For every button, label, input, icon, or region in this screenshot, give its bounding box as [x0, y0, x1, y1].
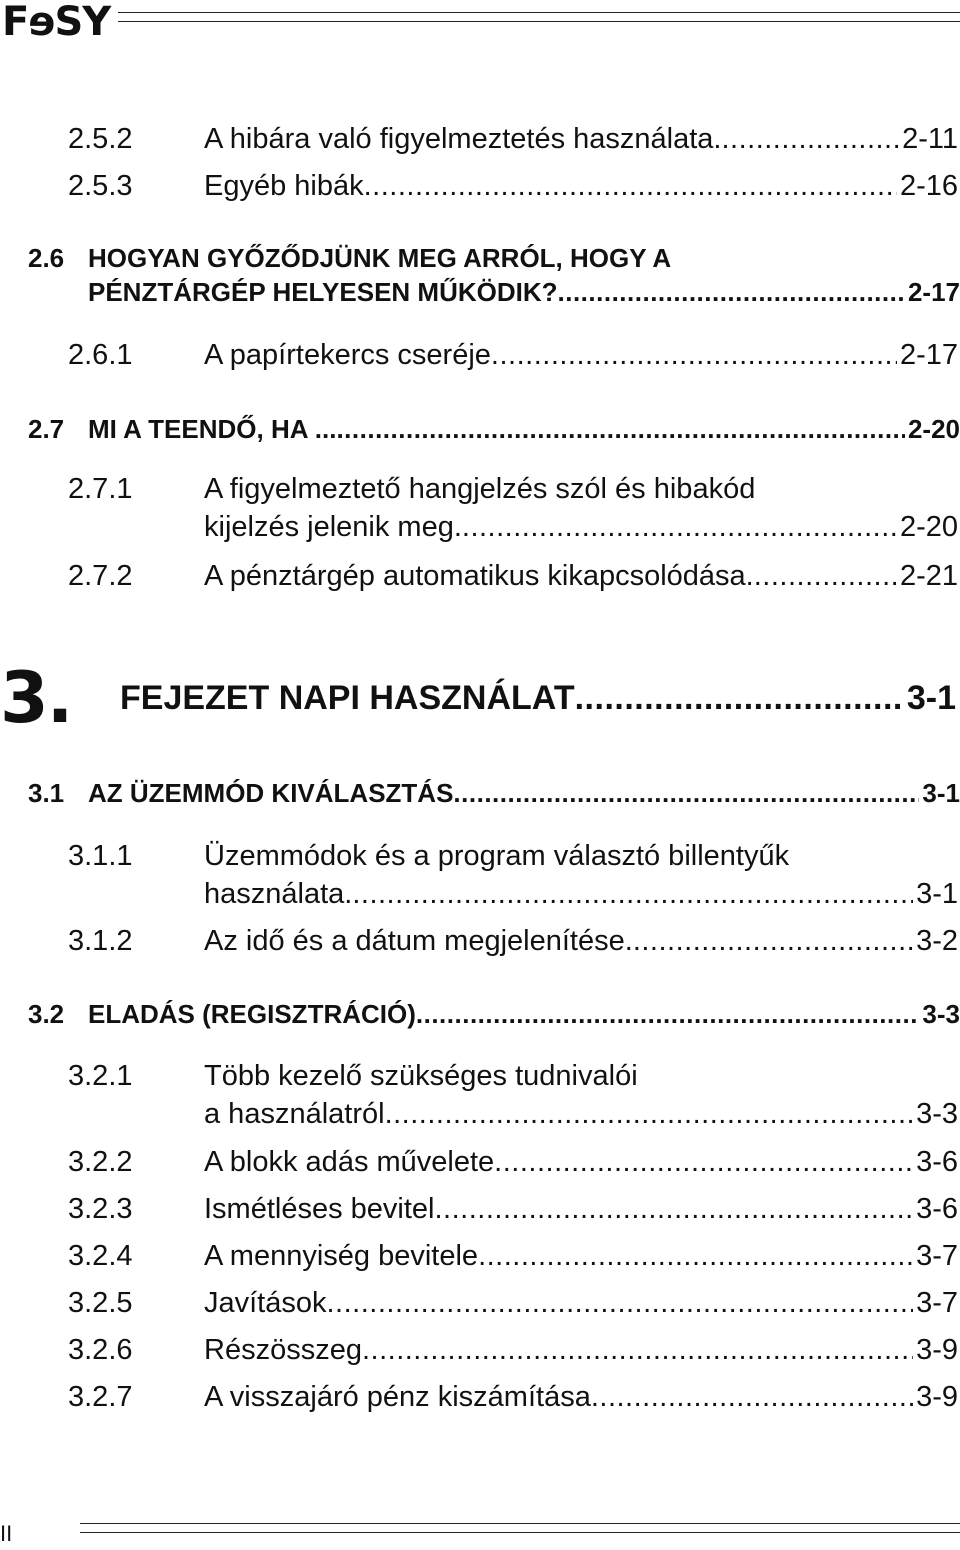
- toc-entry-number: 3.2.1: [68, 1060, 133, 1092]
- toc-chapter-title: FEJEZET NAPI HASZNÁLAT: [120, 679, 575, 717]
- toc-section-page: 3-3: [922, 999, 960, 1029]
- toc-entry-page: 2-16: [899, 170, 958, 202]
- toc-entry-page: 3-7: [916, 1240, 958, 1272]
- leader-dots: [558, 275, 905, 309]
- toc-section-number: 2.7: [28, 414, 65, 444]
- leader-dots: [478, 1237, 913, 1275]
- page-number: II: [0, 1521, 13, 1546]
- leader-dots: [633, 922, 913, 960]
- toc-section-page: 3-1: [922, 778, 960, 808]
- toc-entry-number: 2.7.1: [68, 473, 133, 505]
- toc-entry-page: 3-9: [916, 1334, 958, 1366]
- brand-logo: FɘSY: [2, 0, 111, 45]
- toc-entry-title: Egyéb hibák: [204, 170, 364, 202]
- toc-entry-title-line1: Több kezelő szükséges tudnivalói: [204, 1060, 638, 1092]
- leader-dots: [364, 167, 897, 205]
- toc-entry-title-line1: A figyelmeztető hangjelzés szól és hibakód: [204, 473, 756, 505]
- toc-entry-title-line2: használata.: [204, 878, 353, 910]
- toc-entry-title: A pénztárgép automatikus kikapcsolódása.: [204, 560, 754, 592]
- toc-section-title: AZ ÜZEMMÓD KIVÁLASZTÁS: [88, 778, 454, 808]
- toc-section-title: MI A TEENDŐ, HA ...: [88, 414, 337, 444]
- leader-dots: [721, 120, 899, 158]
- leader-dots: [575, 676, 904, 720]
- toc-entry-title: A mennyiség bevitele: [204, 1240, 479, 1272]
- toc-entry-title: A papírtekercs cseréje: [204, 339, 491, 371]
- toc-entry-number: 2.6.1: [68, 339, 133, 371]
- header-double-rule: [118, 12, 960, 22]
- toc-entry-page: 3-3: [916, 1098, 958, 1130]
- leader-dots: [494, 1143, 913, 1181]
- toc-entry-number: 2.7.2: [68, 560, 133, 592]
- toc-entry-page: 2-11: [902, 123, 958, 155]
- toc-entry-page: 3-6: [916, 1146, 958, 1178]
- toc-section-title-line2: PÉNZTÁRGÉP HELYESEN MŰKÖDIK?: [88, 277, 558, 307]
- leader-dots: [352, 875, 913, 913]
- leader-dots: [754, 557, 897, 595]
- toc-entry-number: 3.2.4: [68, 1240, 133, 1272]
- leader-dots: [362, 1331, 913, 1369]
- leader-dots: [491, 336, 897, 374]
- toc-entry-title: Részösszeg: [204, 1334, 362, 1366]
- toc-entry-number: 2.5.3: [68, 170, 133, 202]
- toc-entry-title: Ismétléses bevitel: [204, 1193, 435, 1225]
- toc-section-number: 3.2: [28, 999, 65, 1029]
- toc-section-number: 2.6: [28, 243, 65, 273]
- toc-entry-number: 3.2.2: [68, 1146, 133, 1178]
- toc-entry-number: 3.2.7: [68, 1381, 133, 1413]
- leader-dots: [462, 508, 897, 546]
- toc-entry-title-line1: Üzemmódok és a program választó billentyűk: [204, 840, 790, 872]
- toc-entry-page: 3-1: [916, 878, 958, 910]
- leader-dots: [435, 1190, 914, 1228]
- toc-section-page: 2-20: [907, 414, 960, 444]
- leader-dots: [416, 997, 920, 1031]
- toc-entry-page: 2-20: [899, 511, 958, 543]
- toc-entry-page: 3-2: [916, 925, 958, 957]
- toc-entry-title-line2: a használatról: [204, 1098, 385, 1130]
- toc-entry-page: 3-7: [916, 1287, 958, 1319]
- toc-entry-title-line2: kijelzés jelenik meg.: [204, 511, 462, 543]
- toc-section-number: 3.1: [28, 778, 65, 808]
- toc-entry-number: 3.1.1: [68, 840, 133, 872]
- toc-entry-title: A visszajáró pénz kiszámítása: [204, 1381, 591, 1413]
- leader-dots: [327, 1284, 914, 1322]
- leader-dots: [385, 1095, 914, 1133]
- toc-entry-page: 2-21: [899, 560, 958, 592]
- toc-section-title-line1: HOGYAN GYŐZŐDJÜNK MEG ARRÓL, HOGY A: [88, 243, 672, 273]
- leader-dots: [336, 412, 905, 446]
- toc-section-title: ELADÁS (REGISZTRÁCIÓ): [88, 999, 416, 1029]
- toc-entry-number: 3.2.3: [68, 1193, 133, 1225]
- toc-section-page: 2-17: [907, 277, 960, 307]
- toc-entry-number: 3.2.5: [68, 1287, 133, 1319]
- toc-entry-title: A blokk adás művelete: [204, 1146, 495, 1178]
- toc-entry-number: 3.1.2: [68, 925, 133, 957]
- toc-entry-title: A hibára való figyelmeztetés használata.: [204, 123, 722, 155]
- toc-entry-page: 3-6: [916, 1193, 958, 1225]
- toc-entry-page: 3-9: [916, 1381, 958, 1413]
- toc-entry-number: 2.5.2: [68, 123, 133, 155]
- toc-chapter-page: 3-1: [906, 679, 956, 717]
- toc-entry-page: 2-17: [899, 339, 958, 371]
- toc-chapter-3[interactable]: [0, 658, 956, 738]
- footer-double-rule: [80, 1523, 960, 1533]
- toc-chapter-number: 3.: [0, 657, 72, 739]
- leader-dots: [591, 1378, 913, 1416]
- toc-entry-title: Az idő és a dátum megjelenítése.: [204, 925, 633, 957]
- toc-entry-title: Javítások: [204, 1287, 327, 1319]
- toc-entry-number: 3.2.6: [68, 1334, 133, 1366]
- leader-dots: [453, 776, 919, 810]
